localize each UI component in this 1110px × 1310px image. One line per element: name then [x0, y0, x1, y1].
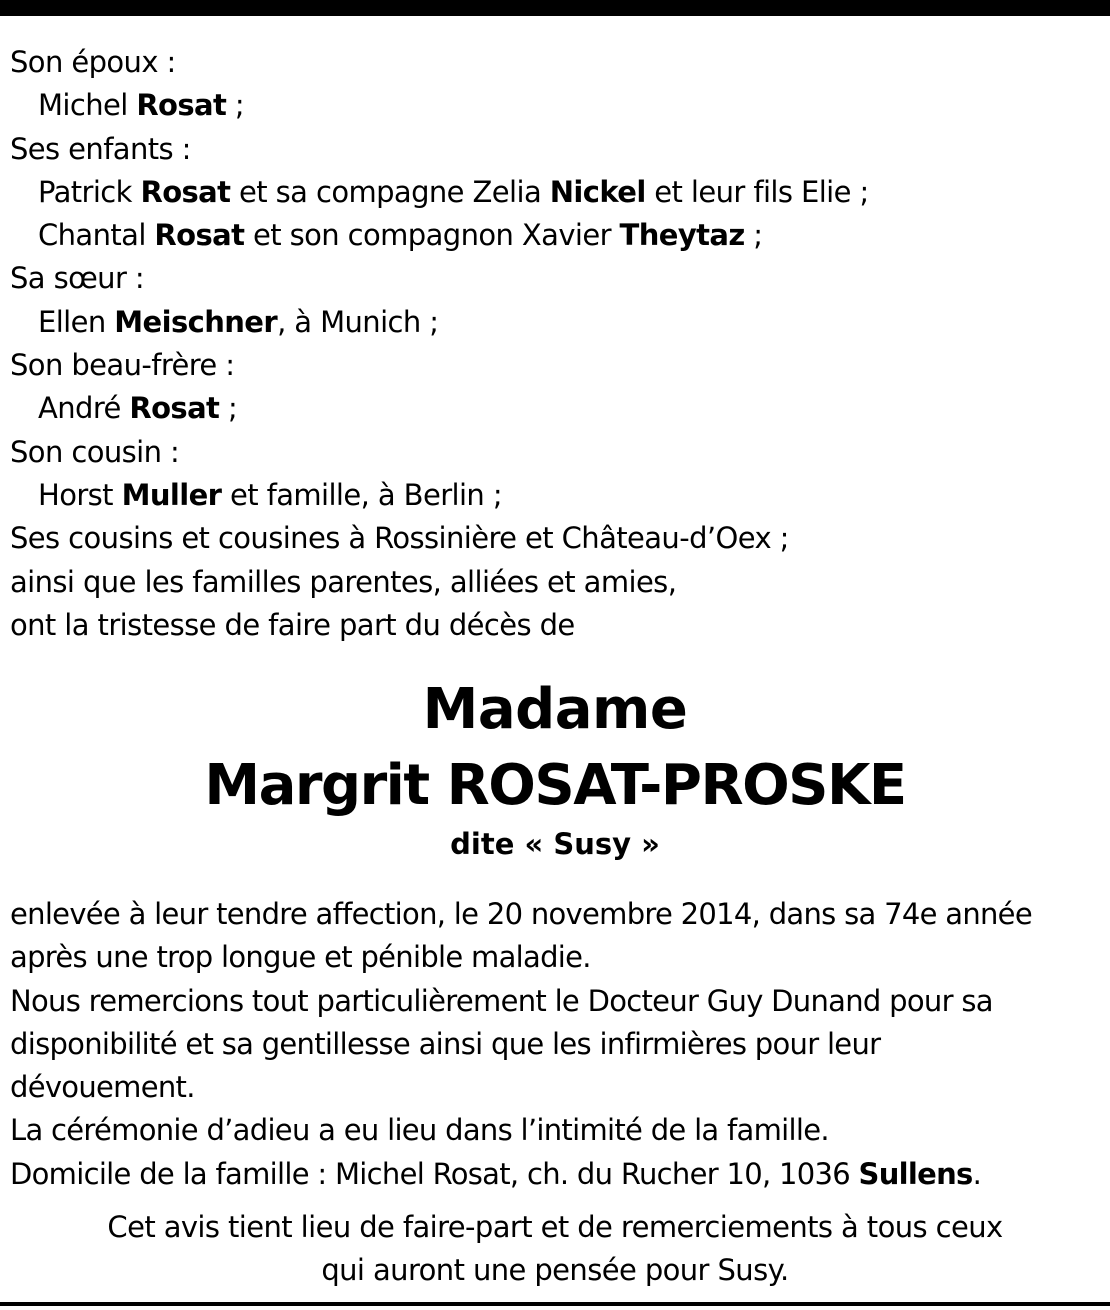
body-line-5: dévouement. — [10, 1070, 195, 1105]
child1-first: Patrick — [38, 174, 141, 209]
sister-line — [10, 301, 1105, 344]
bottom-border-rule — [0, 1302, 1110, 1306]
closing-line-2: qui auront une pensée pour Susy. — [321, 1253, 789, 1288]
brother-in-law-first: André — [38, 391, 130, 426]
cousin-heading: Son cousin : — [10, 434, 180, 469]
honorific-title: Madame — [422, 677, 688, 742]
families-line: ainsi que les familles parentes, alliées et amies, — [10, 564, 677, 599]
closing-line-1: Cet avis tient lieu de faire-part et de remerciements à tous ceux — [107, 1210, 1003, 1244]
cousin-line — [10, 474, 1105, 517]
body-line-7 — [10, 1153, 1107, 1196]
top-border-rule — [0, 0, 1110, 16]
body-line-4: disponibilité et sa gentillesse ainsi que les infirmières pour leur — [10, 1026, 881, 1061]
child1-partner-last: Nickel — [549, 174, 646, 209]
brother-in-law-last: Rosat — [129, 391, 220, 426]
spouse-line — [10, 84, 1105, 127]
spouse-last: Rosat — [136, 88, 227, 123]
closing-note — [0, 1206, 1110, 1293]
address-end: . — [972, 1156, 982, 1191]
body-line-6: La cérémonie d’adieu a eu lieu dans l’intimité de la famille. — [10, 1113, 829, 1148]
child2-line — [10, 214, 1105, 257]
sister-first: Ellen — [38, 304, 115, 339]
child2-first: Chantal — [38, 218, 155, 253]
sister-end: , à Munich ; — [277, 304, 439, 339]
body-line-1: enlevée à leur tendre affection, le 20 novembre 2014, dans sa 74e année — [10, 897, 1032, 931]
child1-mid: et sa compagne Zelia — [230, 174, 550, 209]
sister-heading: Sa sœur : — [10, 261, 145, 296]
announcement-line: ont la tristesse de faire part du décès de — [10, 607, 575, 642]
sister-last: Meischner — [114, 304, 278, 339]
address-town: Sullens — [858, 1156, 973, 1191]
brother-in-law-line — [10, 387, 1105, 430]
spouse-first: Michel — [38, 88, 137, 123]
brother-in-law-end: ; — [219, 391, 238, 426]
family-list — [10, 41, 1105, 647]
child1-last: Rosat — [140, 174, 231, 209]
body-line-3: Nous remercions tout particulièrement le Docteur Guy Dunand pour sa — [10, 983, 993, 1018]
child2-end: ; — [744, 218, 763, 253]
child2-mid: et son compagnon Xavier — [244, 218, 620, 253]
cousin-first: Horst — [38, 477, 122, 512]
child1-end: et leur fils Elie ; — [645, 174, 869, 209]
child2-partner-last: Theytaz — [619, 218, 745, 253]
child1-line — [10, 171, 1105, 214]
children-heading: Ses enfants : — [10, 131, 191, 166]
child2-last: Rosat — [154, 218, 245, 253]
deceased-name: Margrit ROSAT-PROSKE — [204, 753, 906, 818]
cousins-line: Ses cousins et cousines à Rossinière et Château-d’Oex ; — [10, 521, 789, 556]
address-text: Domicile de la famille : Michel Rosat, ch. du Rucher 10, 1036 — [10, 1156, 859, 1191]
cousin-end: et famille, à Berlin ; — [221, 477, 503, 512]
spouse-heading: Son époux : — [10, 45, 176, 79]
spouse-end: ; — [226, 88, 245, 123]
deceased-nickname: dite « Susy » — [450, 827, 660, 861]
body-line-2: après une trop longue et pénible maladie. — [10, 940, 591, 975]
deceased-title-block — [0, 672, 1110, 864]
brother-in-law-heading: Son beau-frère : — [10, 348, 235, 383]
notice-body — [10, 893, 1107, 1196]
cousin-last: Muller — [121, 477, 222, 512]
